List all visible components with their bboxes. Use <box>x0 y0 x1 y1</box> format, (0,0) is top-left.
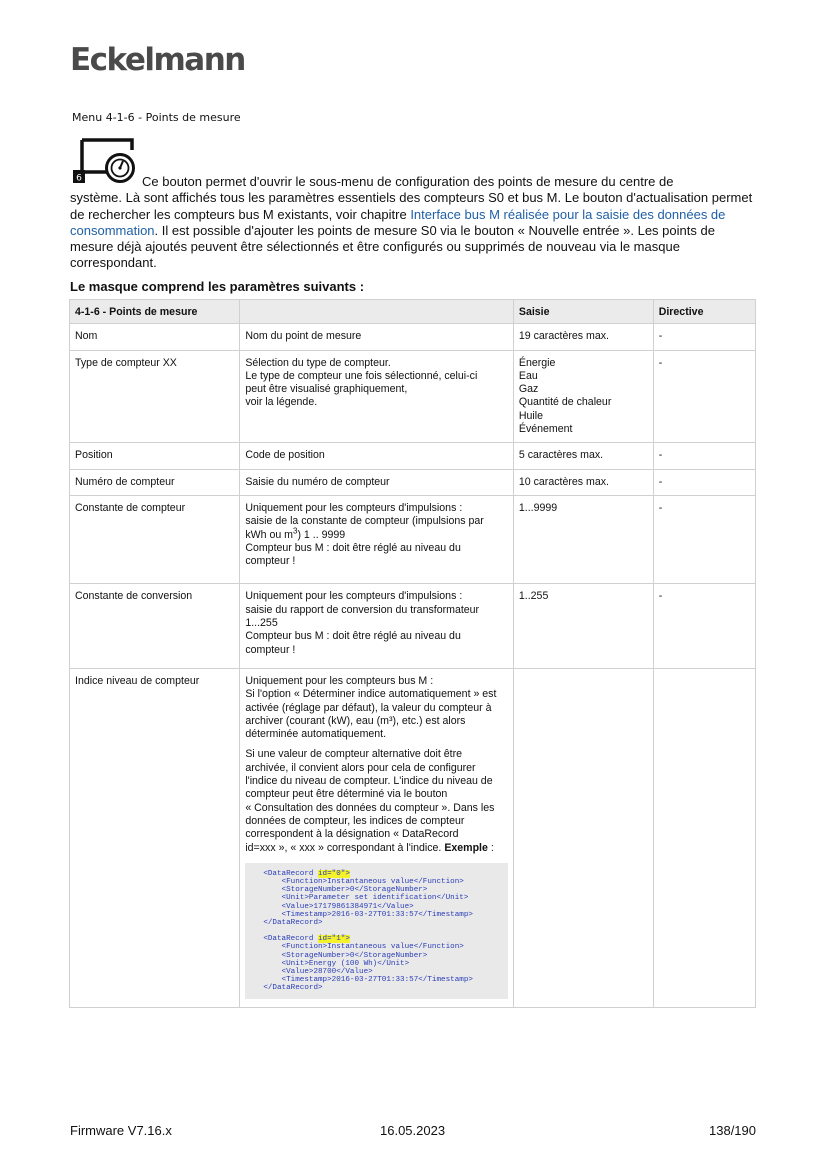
param-name: Type de compteur XX <box>70 350 240 443</box>
param-name: Constante de conversion <box>70 584 240 668</box>
param-description: Uniquement pour les compteurs d'impulsions : saisie de la constante de compteur (impulsions par kWh ou $m^3$) 1 .. 9999 Compteur bus M : doit être réglé au niveau du compteur ! <box>240 495 514 583</box>
chapter-link[interactable]: Interface bus M réalisée pour la saisie des données de consommation <box>70 206 726 238</box>
table-row <box>70 495 756 583</box>
table-row <box>70 443 756 469</box>
table-row <box>70 324 756 350</box>
menu-icon-badge: 6 <box>76 173 82 184</box>
table-row <box>70 668 756 1007</box>
description-paragraph: Si une valeur de compteur alternative doit être archivée, il convient alors pour cela de configurer l'indice du niveau de compteur. L'indice du niveau de compteur peut être déterminé via le bouton « Consultation des données du compteur ». Dans les données de compteur, les indices de compteur correspondent à la désignation « DataRecord id=xxx », « xxx » correspondant à l'indice. Exemple : <box>245 748 495 854</box>
table-row <box>70 584 756 668</box>
header-cell: Directive <box>653 300 755 324</box>
param-directive: - <box>653 324 755 350</box>
param-description: Code de position <box>240 443 514 469</box>
param-input: Énergie Eau Gaz Quantité de chaleur Huile Événement <box>513 350 653 443</box>
param-directive: - <box>653 443 755 469</box>
param-name: Numéro de compteur <box>70 469 240 495</box>
param-directive: - <box>653 584 755 668</box>
intro-paragraph <box>70 174 760 272</box>
param-name: Constante de compteur <box>70 495 240 583</box>
description-paragraph: Uniquement pour les compteurs bus M : Si l'option « Déterminer indice automatiquement » est activée (réglage par défaut), la valeur du compteur à archiver (courant (kW), eau (m³), etc.) est alors déterminée automatiquement. <box>245 674 497 741</box>
table-row <box>70 350 756 443</box>
param-description <box>240 668 514 1007</box>
param-directive: - <box>653 495 755 583</box>
table-header-row <box>70 300 756 324</box>
footer-version: Firmware V7.16.x <box>70 1123 172 1138</box>
param-description: Nom du point de mesure <box>240 324 514 350</box>
param-directive <box>653 668 755 1007</box>
header-cell <box>240 300 514 324</box>
param-input: 1..255 <box>513 584 653 668</box>
intro-first-line: Ce bouton permet d'ouvrir le sous-menu de configuration des points de mesure du centre de <box>142 174 674 189</box>
param-name: Position <box>70 443 240 469</box>
param-name: Indice niveau de compteur <box>70 668 240 1007</box>
param-description: Uniquement pour les compteurs d'impulsions : saisie du rapport de conversion du transformateur 1...255 Compteur bus M : doit être réglé au niveau du compteur ! <box>240 584 514 668</box>
param-input: 10 caractères max. <box>513 469 653 495</box>
header-cell: 4-1-6 - Points de mesure <box>70 300 240 324</box>
intro-text-b: . Il est possible d'ajouter les points de mesure S0 via le bouton « Nouvelle entrée ». Les points de mesure déjà ajoutés peuvent être sélectionnés et être configurés ou supprimés de nouveau via le masque correspondant. <box>70 222 715 271</box>
param-directive: - <box>653 350 755 443</box>
company-logo: Eckelmann <box>70 42 245 78</box>
code-example: <DataRecord id="0"> <Function>Instantaneous value</Function> <StorageNumber>0</StorageNumber> <Unit>Parameter set identification</Unit> <Value>17179861384971</Value> <Timestamp>2016-03-27T01:33:57</Timestamp> </DataRecord> <DataRecord id="1"> <Function>Instantaneous value</Function> <StorageNumber>0</StorageNumber> <Unit>Energy (100 Wh)</Unit> <Value>28700</Value> <Timestamp>2016-03-27T01:33:57</Timestamp> </DataRecord> <box>245 863 508 999</box>
param-input: 19 caractères max. <box>513 324 653 350</box>
param-description: Saisie du numéro de compteur <box>240 469 514 495</box>
header-cell: Saisie <box>513 300 653 324</box>
parameters-table <box>69 299 756 1008</box>
param-description: Sélection du type de compteur. Le type de compteur une fois sélectionné, celui-ci peut être visualisé graphiquement, voir la légende. <box>240 350 514 443</box>
param-input <box>513 668 653 1007</box>
param-directive: - <box>653 469 755 495</box>
footer-page: 138/190 <box>709 1123 756 1138</box>
footer-date: 16.05.2023 <box>380 1123 446 1138</box>
menu-title: Menu 4-1-6 - Points de mesure <box>72 111 241 124</box>
table-row <box>70 469 756 495</box>
param-input: 5 caractères max. <box>513 443 653 469</box>
param-input: 1...9999 <box>513 495 653 583</box>
intro-text-a: système. Là sont affichés tous les paramètres essentiels des compteurs S0 et bus M. Le bouton d'actualisation permet de rechercher les compteurs bus M existants, voir chapitre <box>70 190 753 222</box>
section-heading: Le masque comprend les paramètres suivants : <box>70 279 365 294</box>
param-name: Nom <box>70 324 240 350</box>
